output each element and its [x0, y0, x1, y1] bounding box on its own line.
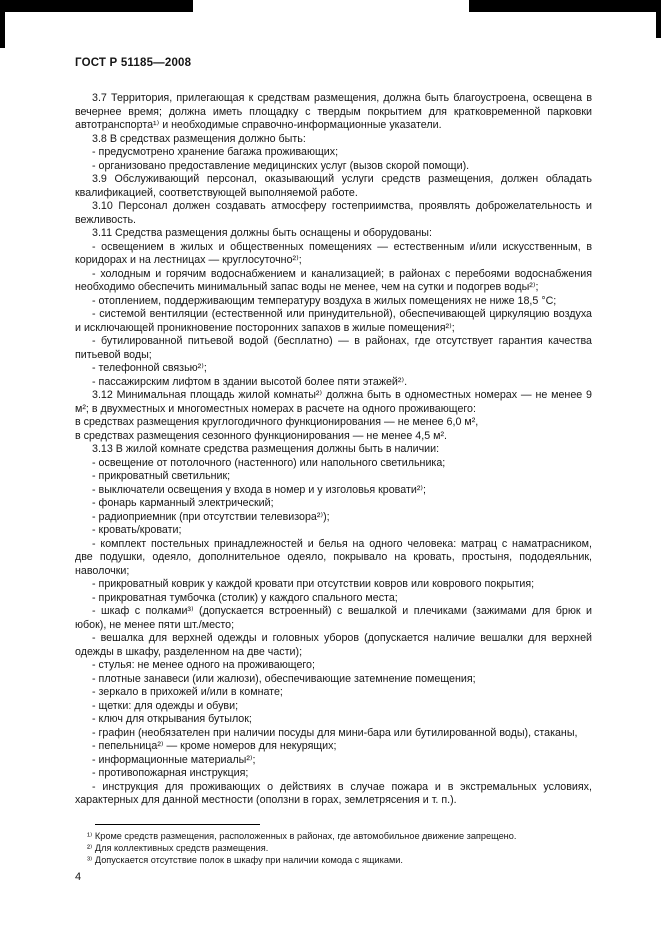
list-item: - организовано предоставление медицинских услуг (вызов скорой помощи). [92, 159, 470, 172]
footnotes-list [75, 830, 592, 866]
footnote: ³⁾ Допускается отсутствие полок в шкафу при наличии комода с ящиками. [87, 854, 403, 865]
list-item: - информационные материалы²⁾; [92, 753, 256, 766]
list-item: - предусмотрено хранение багажа проживающих; [92, 146, 339, 158]
document-body [75, 92, 592, 866]
list-item: - прикроватная тумбочка (столик) у каждого спального места; [92, 591, 398, 604]
continuation-line: в средствах размещения круглогодичного функционирования — не менее 6,0 м², [75, 416, 479, 428]
paragraph: 3.9 Обслуживающий персонал, оказывающий услуги средств размещения, должен обладать квалификацией, соответствующей выполняемой работе. [75, 173, 592, 199]
list-item: - системой вентиляции (естественной или принудительной), обеспечивающей циркуляцию воздуха и исключающей проникновение посторонних запахов в жилые помещения²⁾; [75, 308, 592, 334]
list-item: - фонарь карманный электрический; [92, 497, 274, 509]
list-item: - кровать/кровати; [92, 524, 182, 536]
list-item: - радиоприемник (при отсутствии телевизора²⁾); [92, 510, 330, 523]
list-item: - пепельница²⁾ — кроме номеров для некурящих; [92, 740, 337, 752]
list-item: - противопожарная инструкция; [92, 767, 249, 779]
list-item: - шкаф с полками³⁾ (допускается встроенный) с вешалкой и плечиками (зажимами для брюк и юбок), не менее пяти шт./место; [75, 605, 592, 631]
list-item: - телефонной связью²⁾; [92, 362, 207, 374]
paragraph-list [75, 92, 592, 808]
list-item: - стулья: не менее одного на проживающего; [92, 659, 315, 671]
paragraph: 3.11 Средства размещения должны быть оснащены и оборудованы: [92, 227, 432, 239]
paragraph: 3.12 Минимальная площадь жилой комнаты²⁾ должна быть в одноместных номерах — не менее 9 м²; в двухместных и многоместных номерах в расчете на одного проживающего: [75, 389, 592, 415]
list-item: - бутилированной питьевой водой (бесплатно) — в районах, где отсутствует гарантия качества питьевой воды; [75, 335, 592, 361]
list-item: - холодным и горячим водоснабжением и канализацией; в районах с перебоями водоснабжения необходимо обеспечить минимальный запас воды не менее, чем на сутки и подогрев воды²⁾; [75, 267, 592, 293]
list-item: - прикроватный светильник; [92, 470, 231, 482]
list-item: - освещение от потолочного (настенного) или напольного светильника; [92, 456, 446, 469]
list-item: - отоплением, поддерживающим температуру воздуха в жилых помещениях не ниже 18,5 °С; [92, 294, 557, 307]
list-item: - графин (необязателен при наличии посуды для мини-бара или бутилированной воды), стаканы, [92, 726, 578, 739]
scan-artifact-top-left [0, 0, 193, 12]
paragraph: 3.10 Персонал должен создавать атмосферу гостеприимства, проявлять доброжелательность и вежливость. [75, 200, 592, 226]
scan-artifact-top-right [469, 0, 661, 12]
list-item: - прикроватный коврик у каждой кровати при отсутствии ковров или коврового покрытия; [92, 578, 535, 590]
continuation-line: в средствах размещения сезонного функционирования — не менее 4,5 м². [75, 429, 447, 442]
list-item: - выключатели освещения у входа в номер и у изголовья кровати²⁾; [92, 483, 426, 496]
page-number: 4 [75, 871, 82, 883]
paragraph: 3.13 В жилой комнате средства размещения должны быть в наличии: [92, 443, 440, 455]
list-item: - пассажирским лифтом в здании высотой более пяти этажей²⁾. [92, 375, 408, 388]
paragraph: 3.7 Территория, прилегающая к средствам размещения, должна быть благоустроена, освещена в вечернее время; должна иметь площадку с твердым покрытием для кратковременной парковки автотранспорта¹⁾ и необходимые справочно-информационные указатели. [75, 92, 592, 131]
list-item: - щетки: для одежды и обуви; [92, 699, 239, 712]
list-item: - плотные занавеси (или жалюзи), обеспечивающие затемнение помещения; [92, 672, 476, 685]
footnote-separator [95, 824, 260, 825]
scan-artifact-right-edge [656, 0, 661, 38]
footnotes-section [75, 824, 592, 866]
footnote: ¹⁾ Кроме средств размещения, расположенных в районах, где автомобильное движение запрещено. [87, 830, 517, 841]
footnote: ²⁾ Для коллективных средств размещения. [87, 842, 269, 853]
list-item: - комплект постельных принадлежностей и белья на одного человека: матрац с наматрасником, две подушки, одеяло, дополнительное одеяло, покрывало на кровать, простыня, пододеяльник, наволочки; [75, 537, 592, 577]
paragraph: 3.8 В средствах размещения должно быть: [92, 132, 306, 145]
list-item: - вешалка для верхней одежды и головных уборов (допускается наличие вешалки для верхней одежды в шкафу, разделенном на две части); [75, 632, 592, 658]
scan-artifact-left-edge [0, 0, 5, 48]
list-item: - ключ для открывания бутылок; [92, 713, 252, 725]
list-item: - инструкция для проживающих о действиях в случае пожара и в экстремальных условиях, характерных для данной местности (оползни в горах, землетрясения и т. п.). [75, 780, 592, 806]
document-standard-number: ГОСТ Р 51185—2008 [75, 57, 192, 69]
list-item: - освещением в жилых и общественных помещениях — естественным и/или искусственным, в коридорах и на лестницах — круглосуточно²⁾; [75, 240, 592, 266]
list-item: - зеркало в прихожей и/или в комнате; [92, 686, 283, 698]
